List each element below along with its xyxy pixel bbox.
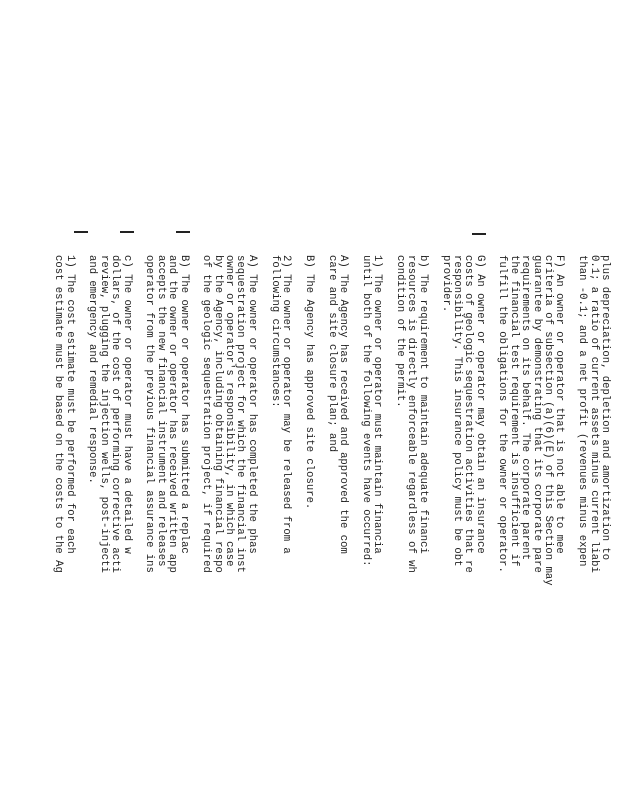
margin-dash xyxy=(120,231,134,233)
paragraph-gap xyxy=(189,255,200,800)
text-line: plus depreciation, depletion and amortization to xyxy=(599,255,611,561)
text-line: A) The owner or operator has completed the phas xyxy=(245,255,258,554)
text-line: until both of the following events have occurred: xyxy=(359,255,372,567)
text-line: resources is directly enforceable regardless of wh xyxy=(405,255,418,573)
paragraph-gap xyxy=(314,255,325,800)
paragraph-gap xyxy=(382,255,393,800)
text-line: guarantee by demonstrating that its corporate pare xyxy=(530,255,543,573)
text-line: F) An owner or operator that is not able to mee xyxy=(553,255,566,554)
text-line: condition of the permit. xyxy=(393,255,406,408)
text-line: criteria of subsection (a)(6)(E) of this Section may xyxy=(542,255,555,586)
text-line: B) The owner or operator has submitted a replac xyxy=(177,255,190,554)
text-line: B) The Agency has approved site closure. xyxy=(302,255,315,510)
text-line: responsibility. This insurance policy must be obt xyxy=(450,255,463,567)
text-line: requirements on its behalf. The corporate parent xyxy=(519,255,532,561)
text-line: sequestration project for which the financial inst xyxy=(234,255,247,573)
text-line: following circumstances: xyxy=(268,255,281,408)
text-line: G) An owner or operator may obtain an insurance xyxy=(473,255,486,554)
text-line: care and site closure plan; and xyxy=(325,255,338,453)
text-line: dollars, of the cost of performing corrective acti xyxy=(109,255,122,573)
text-line: cost estimate must be based on the costs to the Ag xyxy=(52,255,65,573)
text-line: operator from the previous financial assurance ins xyxy=(143,255,156,573)
paragraph-gap xyxy=(291,255,302,800)
rotated-text-body xyxy=(52,255,610,800)
paragraph-gap xyxy=(75,255,86,800)
text-line: accepts the new financial instrument and releases xyxy=(154,255,167,567)
text-line: and the owner or operator has received written app xyxy=(166,255,179,573)
margin-dash xyxy=(74,231,88,233)
margin-dash xyxy=(472,233,486,235)
text-line: review, plugging the injection wells, post-injecti xyxy=(97,255,110,573)
text-line: 0.1; a ratio of current assets minus current liabi xyxy=(587,255,600,573)
paragraph-gap xyxy=(348,255,359,800)
paragraph-gap xyxy=(428,255,439,800)
text-line: 2) The owner or operator may be released from a xyxy=(280,255,293,554)
text-line: the financial test requirement is insufficient if xyxy=(507,255,520,567)
text-line: c) The owner or operator must have a detailed w xyxy=(120,255,133,554)
paragraph-gap xyxy=(564,255,575,800)
paragraph-gap xyxy=(132,255,143,800)
text-line: 1) The cost estimate must be performed for each xyxy=(63,255,76,554)
text-line: b) The requirement to maintain adequate financi xyxy=(416,255,429,554)
text-line: costs of geologic sequestration activities that re xyxy=(462,255,475,573)
paragraph-gap xyxy=(485,255,496,800)
paragraph-gap xyxy=(257,255,268,800)
text-line: by the Agency, including obtaining financial respo xyxy=(211,255,224,573)
text-line: 1) The owner or operator must maintain financia xyxy=(371,255,384,554)
text-line: of the geologic sequestration project, if required xyxy=(200,255,213,573)
text-line: provider. xyxy=(439,255,452,313)
text-line: owner or operator's responsibility, in which case xyxy=(223,255,236,567)
text-line: and emergency and remedial response. xyxy=(86,255,99,484)
text-line: fulfill the obligations for the owner or operator. xyxy=(496,255,509,573)
text-line: than -0.1; and a net profit (revenues minus expen xyxy=(576,255,589,567)
margin-dash xyxy=(176,231,190,233)
text-line: A) The Agency has received and approved the com xyxy=(337,255,350,554)
